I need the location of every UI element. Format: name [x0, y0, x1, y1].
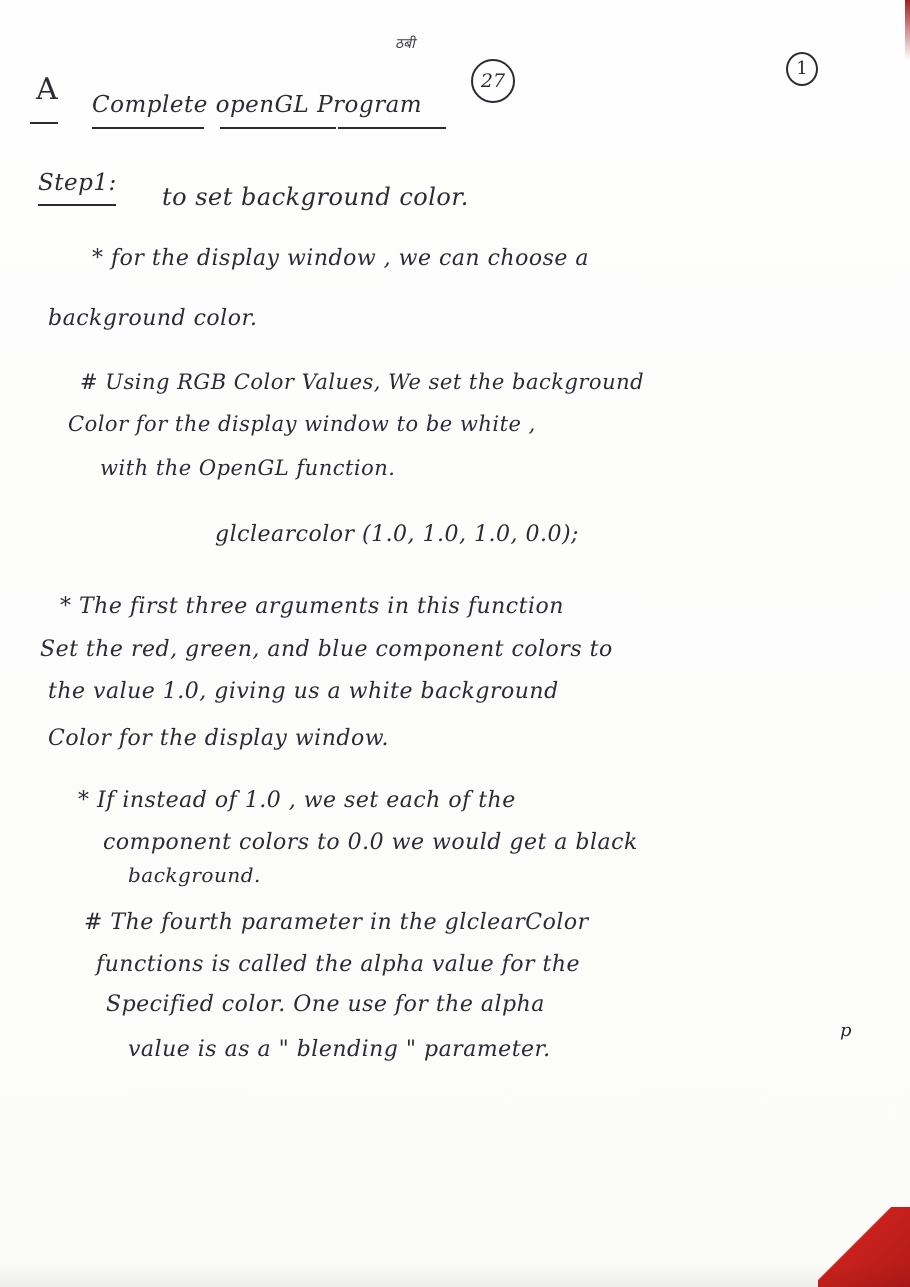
para-a-line-1: * for the display window , we can choose a: [92, 246, 589, 271]
para-c-line-2: Set the red, green, and blue component colors to: [40, 637, 613, 662]
para-b-line-1: # Using RGB Color Values, We set the background: [80, 370, 645, 394]
para-c-line-4: Color for the display window.: [48, 726, 389, 751]
top-scribble: ठबी: [395, 36, 415, 52]
step-label-underline: [38, 204, 116, 206]
page-bottom-shadow: [0, 1265, 910, 1287]
para-d-line-3: background.: [128, 863, 261, 887]
para-e-line-2: functions is called the alpha value for the: [96, 952, 581, 977]
title-underline-3: [338, 127, 446, 129]
para-b-line-2: Color for the display window to be white ,: [68, 412, 536, 436]
code-line: glclearcolor (1.0, 1.0, 1.0, 0.0);: [215, 522, 579, 547]
title-letter: A: [36, 72, 59, 107]
para-d-line-1: * If instead of 1.0 , we set each of the: [78, 788, 516, 813]
red-edge-decoration: [905, 0, 910, 60]
title-underline-2: [220, 127, 336, 129]
title-letter-underline: [30, 122, 58, 124]
para-b-line-3: with the OpenGL function.: [100, 456, 396, 480]
para-d-line-2: component colors to 0.0 we would get a black: [103, 830, 638, 855]
para-a-line-2: background color.: [48, 306, 258, 331]
para-e-line-4: value is as a " blending " parameter.: [128, 1037, 551, 1062]
title-underline-1: [92, 127, 204, 129]
step-label: Step1:: [38, 170, 117, 196]
page-number-badge: 27: [471, 59, 515, 103]
margin-mark: p: [840, 1020, 852, 1041]
para-e-line-3: Specified color. One use for the alpha: [106, 992, 545, 1017]
page-title: Complete openGL Program: [92, 92, 423, 118]
para-c-line-1: * The first three arguments in this function: [60, 594, 564, 619]
para-c-line-3: the value 1.0, giving us a white background: [48, 679, 559, 704]
para-e-line-1: # The fourth parameter in the glclearColor: [84, 910, 589, 935]
sheet-number-badge: 1: [786, 52, 818, 86]
step-text: to set background color.: [162, 183, 469, 211]
